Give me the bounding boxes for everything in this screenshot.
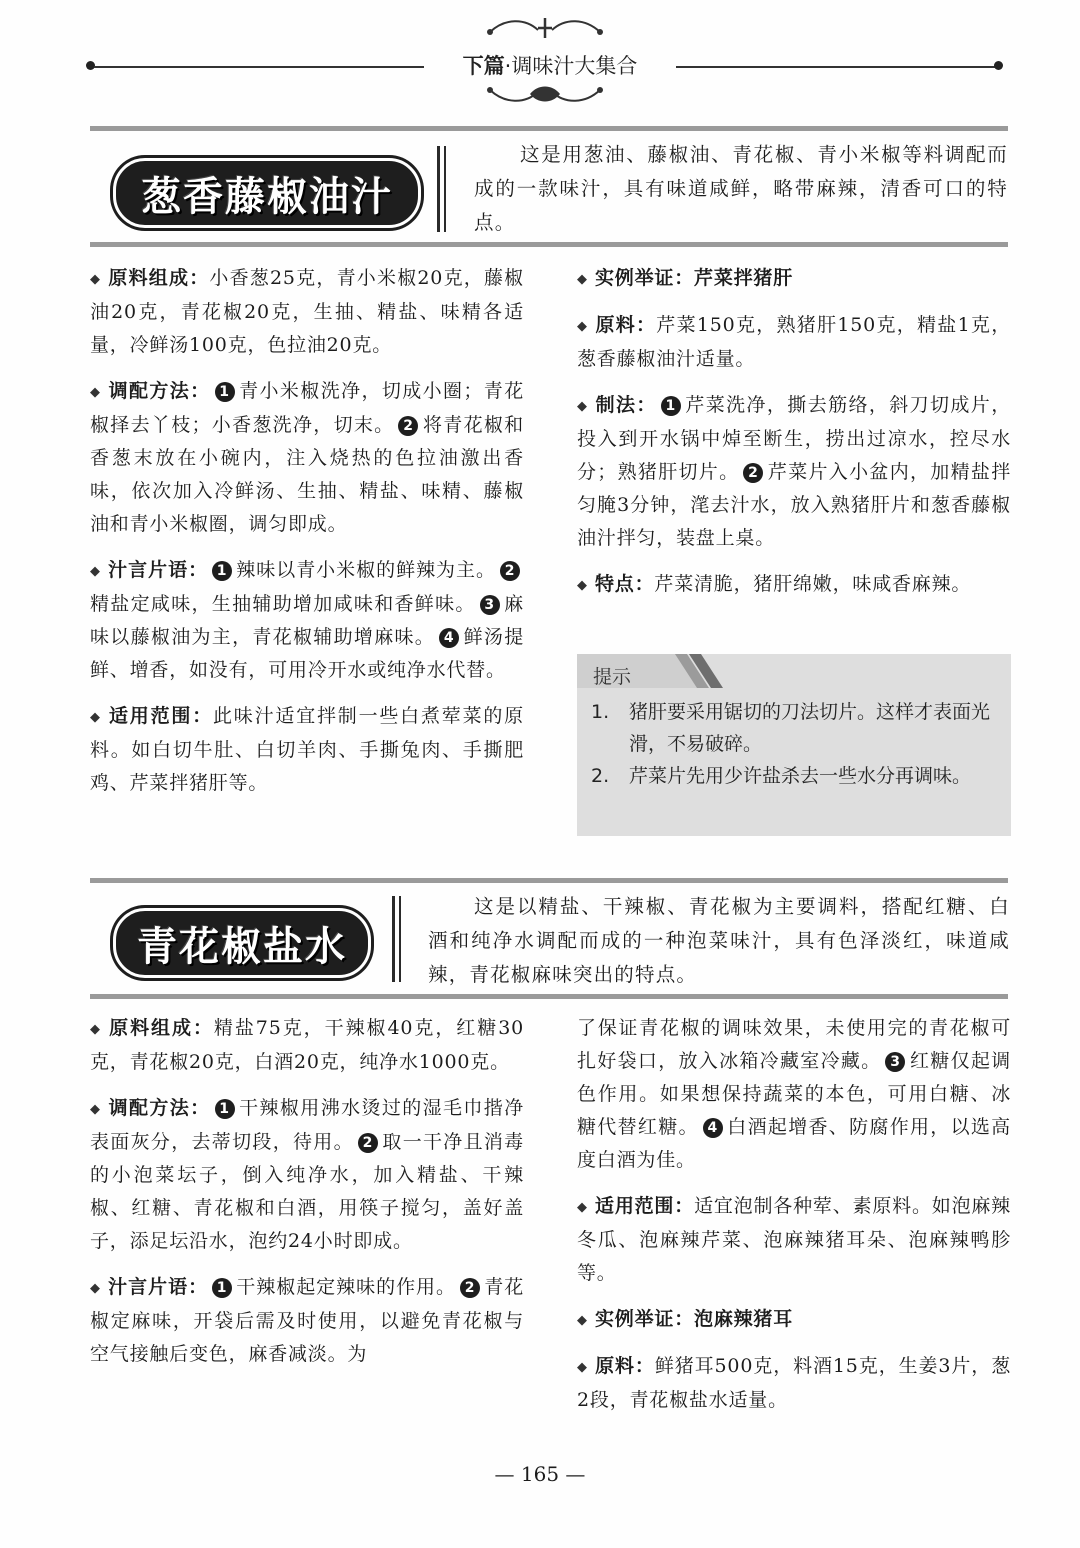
tip-text: 猪肝要采用锯切的刀法切片。这样才表面光滑，不易破碎。: [629, 701, 991, 755]
recipe2-bottom-rule: [90, 994, 1008, 999]
recipe1-example-ingredients: [577, 309, 1011, 376]
method-label: 调配方法：: [108, 1097, 211, 1119]
recipe1-divider-a: [437, 146, 440, 232]
note-4: 白酒起增香、防腐作用，以选高度白酒为佳。: [577, 1116, 1011, 1171]
recipe1-notes: [90, 554, 524, 687]
recipe2-divider-b: [399, 896, 401, 982]
recipe1-right-column: [577, 262, 1011, 615]
bullet-icon: ◆: [90, 710, 101, 725]
note-1: 辣味以青小米椒的鲜辣为主。: [236, 559, 496, 581]
method-label: 调配方法：: [108, 380, 211, 402]
tip-item: [591, 760, 1001, 792]
step-1-icon: 1: [661, 396, 681, 416]
scope-text: 适宜泡制各种荤、素原料。如泡麻辣冬瓜、泡麻辣芹菜、泡麻辣猪耳朵、泡麻辣鸭胗等。: [577, 1195, 1011, 1284]
recipe1-example-method: [577, 389, 1011, 555]
note-2: 青花椒定麻味，开袋后需及时使用，以避免青花椒与空气接触后变色，麻香减淡。为: [90, 1276, 524, 1365]
example-step-1: 芹菜洗净，撕去筋络，斜刀切成片，投入到开水锅中焯至断生，捞出过凉水，控尽水分；熟猪肝切片。: [577, 394, 1011, 483]
notes-label: 汁言片语：: [108, 1276, 209, 1298]
method-step-2: 将青花椒和香葱末放在小碗内，注入烧热的色拉油激出香味，依次加入冷鲜汤、生抽、精盐、味精、藤椒油和青小米椒圈，调匀即成。: [90, 414, 524, 535]
note-4: 鲜汤提鲜、增香，如没有，可用冷开水或纯净水代替。: [90, 626, 524, 681]
note-2-continued: 了保证青花椒的调味效果，未使用完的青花椒可扎好袋口，放入冰箱冷藏室冷藏。: [577, 1017, 1011, 1072]
notes-label: 汁言片语：: [108, 559, 209, 581]
bullet-icon: ◆: [577, 1200, 588, 1215]
step-1-icon: 1: [212, 561, 232, 581]
note-3: 麻味以藤椒油为主，青花椒辅助增麻味。: [90, 593, 524, 648]
top-ornament-icon: [470, 14, 620, 42]
feature-label: 特点：: [595, 573, 655, 595]
bullet-icon: ◆: [577, 319, 588, 334]
tip-stripes-icon: [661, 654, 725, 688]
note-3: 红糖仅起调色作用。如果想保持蔬菜的本色，可用白糖、冰糖代替红糖。: [577, 1050, 1011, 1138]
header-left-rule: [94, 66, 424, 68]
example-ingredients-text: 芹菜150克，熟猪肝150克，精盐1克，葱香藤椒油汁适量。: [577, 314, 1011, 370]
recipe2-left-column: [90, 1012, 524, 1384]
tip-item: [591, 696, 1001, 760]
recipe2-notes: [90, 1271, 524, 1371]
tip-number: 2.: [591, 765, 610, 787]
step-1-icon: 1: [212, 1278, 232, 1298]
method-step-1: 青小米椒洗净，切成小圈；青花椒择去丫枝；小香葱洗净，切末。: [90, 380, 524, 436]
recipe2-intro: 这是以精盐、干辣椒、青花椒为主要调料，搭配红糖、白酒和纯净水调配而成的一种泡菜味汁，具有色泽淡红，味道咸辣，青花椒麻味突出的特点。: [428, 895, 1010, 986]
tip-text: 芹菜片先用少许盐杀去一些水分再调味。: [629, 765, 972, 787]
recipe1-intro: 这是用葱油、藤椒油、青花椒、青小米椒等料调配而成的一款味汁，具有味道咸鲜，略带麻辣，清香可口的特点。: [474, 143, 1008, 234]
method-step-2: 取一干净且消毒的小泡菜坛子，倒入纯净水，加入精盐、干辣椒、红糖、青花椒和白酒，用筷子搅匀，盖好盖子，添足坛沿水，泡约24小时即成。: [90, 1131, 524, 1252]
bullet-icon: ◆: [90, 385, 101, 400]
step-1-icon: 1: [215, 382, 235, 402]
step-3-icon: 3: [480, 595, 500, 615]
tip-number: 1.: [591, 701, 610, 723]
bullet-icon: ◆: [90, 272, 101, 287]
example-label: 实例举证：: [595, 1308, 695, 1330]
recipe1-method: [90, 375, 524, 541]
recipe1-example: [577, 262, 1011, 296]
recipe2-top-rule: [90, 878, 1008, 883]
tip-box: [577, 654, 1011, 836]
example-ingredients-text: 鲜猪耳500克，料酒15克，生姜3片，葱2段，青花椒盐水适量。: [577, 1355, 1012, 1411]
tip-list: [591, 696, 1001, 792]
bullet-icon: ◆: [577, 272, 588, 287]
step-2-icon: 2: [398, 416, 418, 436]
running-header: [430, 50, 670, 80]
example-ingredients-label: 原料：: [595, 1355, 655, 1377]
example-dish: 泡麻辣猪耳: [694, 1308, 794, 1330]
bullet-icon: ◆: [577, 1360, 588, 1375]
feature-text: 芹菜清脆，猪肝绵嫩，味咸香麻辣。: [654, 573, 972, 595]
example-step-2: 芹菜片入小盆内，加精盐拌匀腌3分钟，滗去汁水，放入熟猪肝片和葱香藤椒油汁拌匀，装盘上桌。: [577, 461, 1011, 549]
scope-label: 适用范围：: [108, 705, 213, 727]
step-2-icon: 2: [743, 463, 763, 483]
step-4-icon: 4: [703, 1118, 723, 1138]
recipe2-method: [90, 1092, 524, 1258]
recipe1-title: 葱香藤椒油汁: [113, 158, 421, 228]
scope-text: 此味汁适宜拌制一些白煮荤菜的原料。如白切牛肚、白切羊肉、手撕兔肉、手撕肥鸡、芹菜拌猪肝等。: [90, 705, 524, 794]
note-2: 精盐定咸味，生抽辅助增加咸味和香鲜味。: [90, 593, 476, 615]
bullet-icon: ◆: [90, 564, 101, 579]
step-3-icon: 3: [885, 1052, 905, 1072]
bullet-icon: ◆: [90, 1281, 101, 1296]
recipe2-notes-continued: [577, 1012, 1011, 1177]
method-step-1: 干辣椒用沸水烫过的湿毛巾揩净表面灰分，去蒂切段，待用。: [90, 1097, 524, 1153]
ingredients-label: 原料组成：: [108, 267, 210, 289]
step-4-icon: 4: [439, 628, 459, 648]
recipe2-example: [577, 1303, 1011, 1337]
tip-title: 提示: [593, 666, 632, 688]
ingredients-text: 精盐75克，干辣椒40克，红糖30克，青花椒20克，白酒20克，纯净水1000克。: [90, 1017, 524, 1073]
bullet-icon: ◆: [577, 578, 588, 593]
header-right-rule: [676, 66, 998, 68]
recipe2-right-column: [577, 1012, 1011, 1430]
header-title: 调味汁大集合: [511, 54, 638, 78]
recipe2-example-ingredients: [577, 1350, 1011, 1417]
step-2-icon: 2: [460, 1278, 480, 1298]
step-2-icon: 2: [500, 561, 520, 581]
note-1: 干辣椒起定辣味的作用。: [236, 1276, 457, 1298]
recipe2-divider-a: [392, 896, 395, 982]
bottom-ornament-icon: [470, 80, 620, 108]
recipe1-left-column: [90, 262, 524, 813]
step-1-icon: 1: [215, 1099, 235, 1119]
ingredients-label: 原料组成：: [108, 1017, 214, 1039]
recipe2-title: 青花椒盐水: [113, 908, 371, 978]
step-2-icon: 2: [358, 1133, 378, 1153]
recipe1-ingredients: [90, 262, 524, 362]
recipe2-scope: [577, 1190, 1011, 1290]
recipe1-top-rule: [90, 126, 1008, 131]
recipe1-scope: [90, 700, 524, 800]
scope-label: 适用范围：: [595, 1195, 695, 1217]
example-ingredients-label: 原料：: [595, 314, 657, 336]
header-separator: ·: [504, 54, 512, 78]
bullet-icon: ◆: [90, 1022, 101, 1037]
bullet-icon: ◆: [90, 1102, 101, 1117]
recipe1-bottom-rule: [90, 242, 1008, 247]
ingredients-text: 小香葱25克，青小米椒20克，藤椒油20克，青花椒20克，生抽、精盐、味精各适量，冷鲜汤100克，色拉油20克。: [90, 267, 524, 356]
header-right-dot: [994, 61, 1003, 70]
example-method-label: 制法：: [595, 394, 657, 416]
header-section: 下篇: [462, 54, 505, 78]
recipe1-divider-b: [444, 146, 446, 232]
recipe1-example-feature: [577, 568, 1011, 602]
page-number: — 165 —: [494, 1462, 586, 1486]
example-dish: 芹菜拌猪肝: [694, 267, 794, 289]
bullet-icon: ◆: [577, 399, 588, 414]
bullet-icon: ◆: [577, 1313, 588, 1328]
example-label: 实例举证：: [595, 267, 695, 289]
recipe2-ingredients: [90, 1012, 524, 1079]
